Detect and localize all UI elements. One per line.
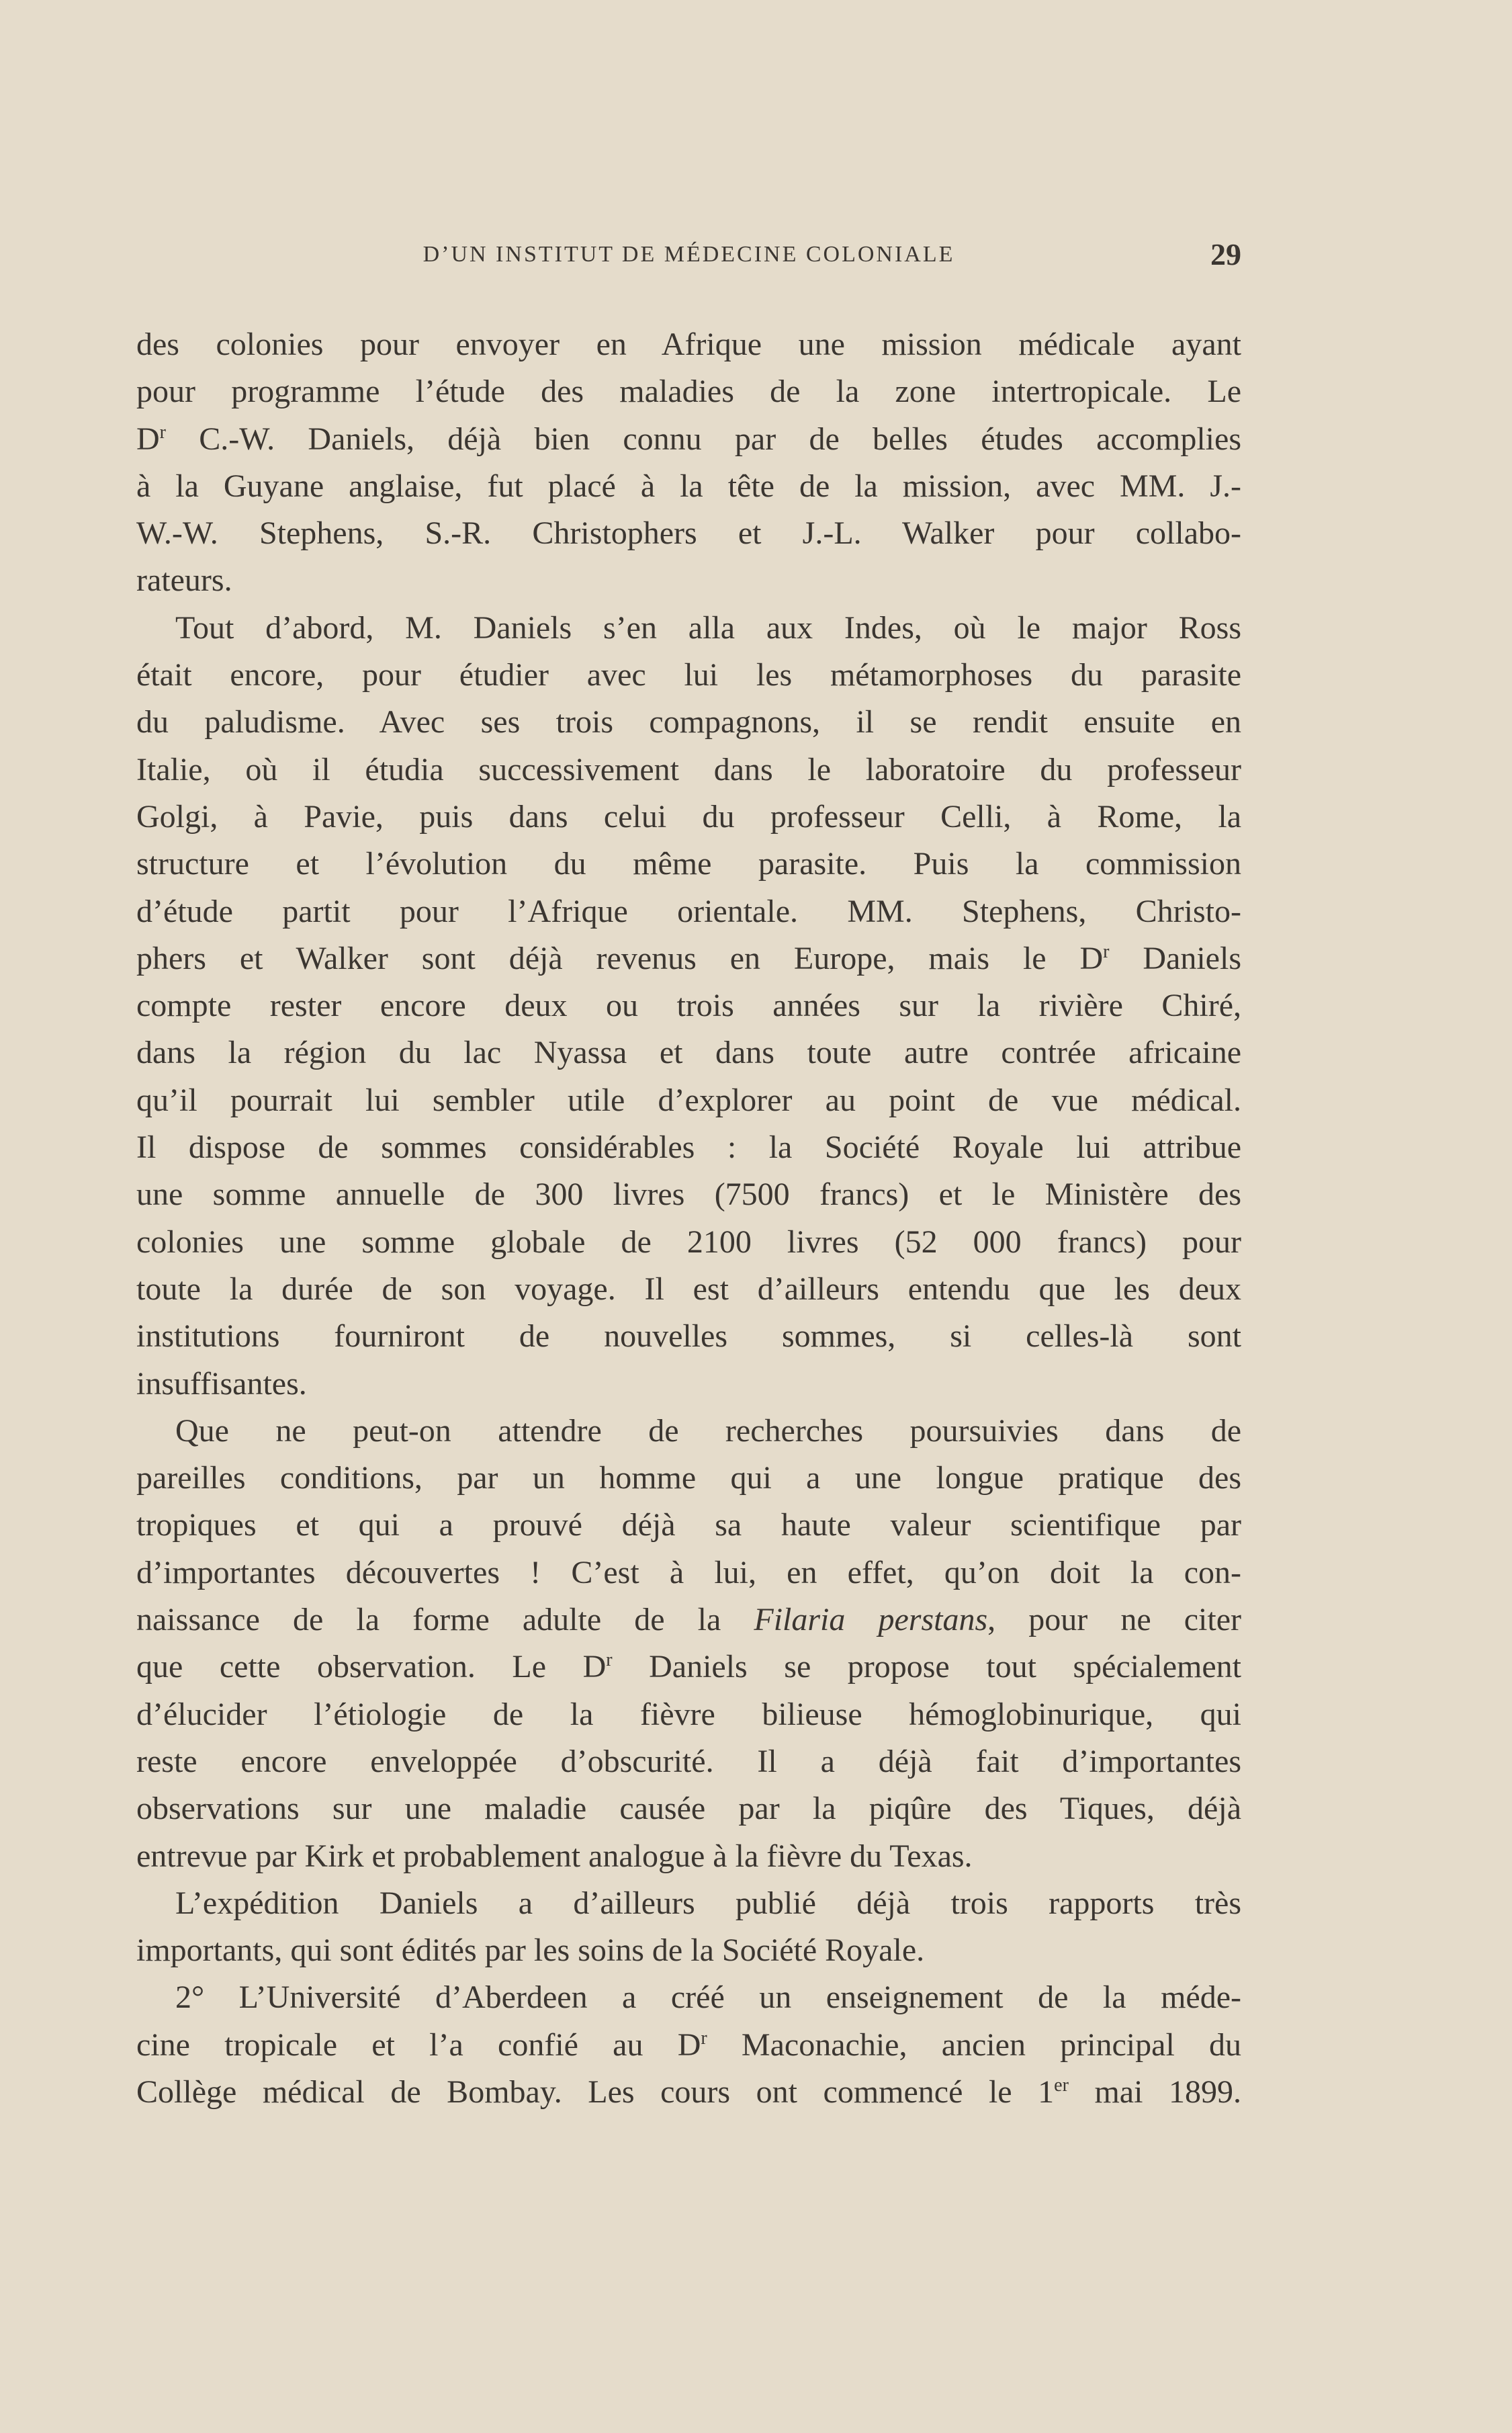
text-segment: était encore, pour étudier avec lui les métamorphoses du parasite [136, 657, 1241, 693]
text-segment: des colonies pour envoyer en Afrique une mission médicale ayant [136, 327, 1241, 362]
text-segment: D [136, 421, 160, 457]
text-line [136, 463, 1241, 510]
text-segment: Tout d’abord, M. Daniels s’en alla aux Indes, où le major Ross [175, 609, 1241, 646]
text-segment: phers et Walker sont déjà revenus en Europe, mais le D [136, 940, 1104, 976]
line-content [175, 1880, 1241, 1927]
text-segment: colonies une somme globale de 2100 livres (52 000 francs) pour [136, 1224, 1241, 1260]
text-segment: Daniels [1109, 940, 1241, 976]
text-line [136, 1502, 1241, 1549]
text-line [136, 1361, 1241, 1408]
text-line [136, 1408, 1241, 1455]
line-content [136, 1596, 1241, 1644]
text-segment: qu’il pourrait lui sembler utile d’explorer au point de vue médical. [136, 1082, 1241, 1118]
line-content [136, 1124, 1241, 1171]
text-segment: cine tropicale et l’a confié au D [136, 2026, 701, 2063]
text-line [136, 1124, 1241, 1171]
text-line [136, 1691, 1241, 1738]
text-segment: Italie, où il étudia successivement dans le laboratoire du professeur [136, 751, 1241, 787]
line-content [136, 463, 1241, 510]
line-content [136, 1029, 1241, 1076]
line-content [136, 1077, 1241, 1124]
italic-text: Filaria perstans [754, 1602, 988, 1638]
line-content [136, 1361, 1241, 1408]
text-segment: Collège médical de Bombay. Les cours ont commencé le 1 [136, 2074, 1055, 2110]
line-content [136, 321, 1241, 368]
text-line [136, 2069, 1241, 2116]
line-content [136, 2069, 1241, 2116]
text-line [136, 1833, 1241, 1880]
text-segment: d’importantes découvertes ! C’est à lui, en effet, qu’on doit la con- [136, 1554, 1241, 1590]
text-line [136, 1785, 1241, 1832]
text-line [136, 746, 1241, 794]
text-line [136, 1738, 1241, 1785]
line-content [136, 1549, 1241, 1596]
text-line [136, 321, 1241, 368]
line-content [136, 1927, 1241, 1974]
line-content [136, 1738, 1241, 1785]
text-segment: que cette observation. Le D [136, 1649, 607, 1685]
text-line [136, 1171, 1241, 1218]
line-content [175, 1408, 1241, 1455]
text-line [136, 1455, 1241, 1502]
line-content [136, 1266, 1241, 1313]
text-line [136, 982, 1241, 1029]
line-content [136, 1502, 1241, 1549]
text-segment: d’élucider l’étiologie de la fièvre bilieuse hémoglobinurique, qui [136, 1696, 1241, 1732]
line-content [136, 841, 1241, 888]
text-segment: , pour ne citer [987, 1602, 1242, 1638]
page-number: 29 [1210, 237, 1241, 271]
line-content [136, 2022, 1241, 2069]
superscript: r [1103, 941, 1110, 962]
text-segment: C.-W. Daniels, déjà bien connu par de belles études accomplies [166, 421, 1241, 457]
text-segment: pareilles conditions, par un homme qui a une longue pratique des [136, 1460, 1241, 1496]
text-segment: structure et l’évolution du même parasite. Puis la commission [136, 846, 1241, 882]
text-line [136, 416, 1241, 463]
text-segment: Que ne peut-on attendre de recherches poursuivies dans de [175, 1412, 1241, 1449]
text-line [136, 1974, 1241, 2021]
text-line [136, 1029, 1241, 1076]
text-line [136, 2022, 1241, 2069]
superscript: r [701, 2027, 707, 2049]
line-content [136, 935, 1241, 982]
text-segment: du paludisme. Avec ses trois compagnons, il se rendit ensuite en [136, 704, 1241, 740]
text-line [136, 1313, 1241, 1360]
text-line [136, 1880, 1241, 1927]
superscript: er [1054, 2074, 1069, 2096]
superscript: r [159, 421, 166, 443]
text-line [136, 935, 1241, 982]
text-segment: 2° L’Université d’Aberdeen a créé un enseignement de la méde- [175, 1979, 1241, 2016]
body-text [136, 321, 1241, 2116]
page-header [136, 237, 1241, 277]
running-title: D’UN INSTITUT DE MÉDECINE COLONIALE [423, 242, 955, 267]
text-segment: rateurs. [136, 562, 232, 599]
text-segment: une somme annuelle de 300 livres (7500 francs) et le Ministère des [136, 1177, 1241, 1213]
line-content [175, 605, 1241, 652]
text-segment: mai 1899. [1068, 2074, 1241, 2110]
line-content [136, 416, 1241, 463]
line-content [136, 794, 1241, 841]
text-segment: à la Guyane anglaise, fut placé à la tête de la mission, avec MM. J.- [136, 468, 1241, 504]
text-segment: compte rester encore deux ou trois années sur la rivière Chiré, [136, 988, 1241, 1024]
line-content [136, 557, 1241, 604]
line-content [136, 699, 1241, 746]
text-segment: observations sur une maladie causée par la piqûre des Tiques, déjà [136, 1791, 1241, 1827]
line-content [136, 982, 1241, 1029]
line-content [136, 1691, 1241, 1738]
line-content [175, 1974, 1241, 2021]
text-line [136, 605, 1241, 652]
line-content [136, 1455, 1241, 1502]
text-segment: dans la région du lac Nyassa et dans toute autre contrée africaine [136, 1035, 1241, 1071]
superscript: r [606, 1650, 613, 1671]
text-segment: tropiques et qui a prouvé déjà sa haute valeur scientifique par [136, 1507, 1241, 1543]
text-line [136, 368, 1241, 415]
text-segment: Il dispose de sommes considérables : la Société Royale lui attribue [136, 1129, 1241, 1166]
line-content [136, 746, 1241, 794]
text-line [136, 841, 1241, 888]
text-line [136, 699, 1241, 746]
text-segment: toute la durée de son voyage. Il est d’ailleurs entendu que les deux [136, 1271, 1241, 1307]
text-line [136, 510, 1241, 557]
text-segment: pour programme l’étude des maladies de la zone intertropicale. Le [136, 374, 1241, 410]
line-content [136, 1833, 1241, 1880]
line-content [136, 652, 1241, 699]
text-segment: Daniels se propose tout spécialement [612, 1649, 1242, 1685]
text-line [136, 652, 1241, 699]
text-line [136, 1644, 1241, 1691]
text-line [136, 1077, 1241, 1124]
line-content [136, 368, 1241, 415]
text-line [136, 794, 1241, 841]
text-segment: L’expédition Daniels a d’ailleurs publié déjà trois rapports très [175, 1885, 1241, 1921]
line-content [136, 888, 1241, 935]
line-content [136, 1644, 1241, 1691]
line-content [136, 1313, 1241, 1360]
line-content [136, 510, 1241, 557]
text-segment: entrevue par Kirk et probablement analogue à la fièvre du Texas. [136, 1838, 973, 1874]
text-segment: d’étude partit pour l’Afrique orientale. MM. Stephens, Christo- [136, 893, 1241, 929]
text-line [136, 1596, 1241, 1644]
line-content [136, 1785, 1241, 1832]
text-line [136, 557, 1241, 604]
text-line [136, 1549, 1241, 1596]
text-segment: importants, qui sont édités par les soins de la Société Royale. [136, 1932, 925, 1969]
line-content [136, 1219, 1241, 1266]
text-segment: reste encore enveloppée d’obscurité. Il a déjà fait d’importantes [136, 1743, 1241, 1779]
text-line [136, 1927, 1241, 1974]
line-content [136, 1171, 1241, 1218]
text-line [136, 1219, 1241, 1266]
text-segment: insuffisantes. [136, 1365, 307, 1402]
text-segment: Golgi, à Pavie, puis dans celui du professeur Celli, à Rome, la [136, 798, 1241, 835]
text-segment: Maconachie, ancien principal du [707, 2026, 1241, 2063]
text-segment: institutions fourniront de nouvelles sommes, si celles-là sont [136, 1318, 1241, 1355]
text-line [136, 1266, 1241, 1313]
text-segment: naissance de la forme adulte de la [136, 1602, 754, 1638]
text-line [136, 888, 1241, 935]
text-segment: W.-W. Stephens, S.-R. Christophers et J.-L. Walker pour collabo- [136, 515, 1241, 552]
